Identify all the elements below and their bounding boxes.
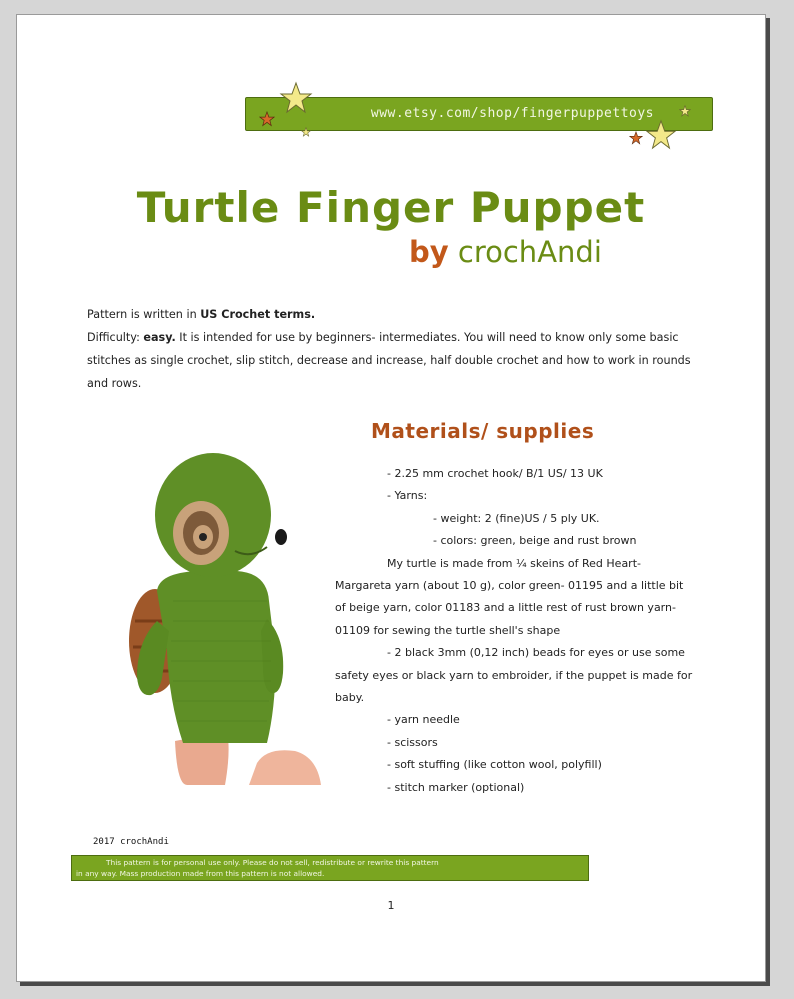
disclaimer-line: in any way. Mass production made from this pattern is not allowed. <box>76 869 325 878</box>
list-item: - colors: green, beige and rust brown <box>433 534 637 548</box>
intro-line-terms: Pattern is written in US Crochet terms. <box>87 308 316 321</box>
disclaimer-banner <box>71 855 589 881</box>
crochet-terms: US Crochet terms. <box>200 308 316 321</box>
list-item: - yarn needle <box>387 713 460 727</box>
materials-list <box>335 463 695 799</box>
shop-url: www.etsy.com/shop/fingerpuppettoys <box>370 106 654 121</box>
turtle-puppet-photo <box>117 451 327 785</box>
shop-banner <box>245 97 713 131</box>
page-number: 1 <box>387 899 395 912</box>
star-icon <box>629 131 643 145</box>
intro-difficulty: Difficulty: easy. It is intended for use by beginners- intermediates. You will need to know only some basic stitches as single crochet, slip stitch, decrease and increase, half double crochet and how to work in rounds and rows. <box>87 331 691 390</box>
list-item: - 2 black 3mm (0,12 inch) beads for eyes or use some safety eyes or black yarn to embroider, if the puppet is made for baby. <box>335 646 693 705</box>
byline <box>409 235 602 269</box>
difficulty-level: easy. <box>143 331 176 344</box>
byline-author: crochAndi <box>457 235 602 269</box>
page-title: Turtle Finger Puppet <box>136 183 646 232</box>
document-page <box>16 14 766 982</box>
disclaimer-line: This pattern is for personal use only. Please do not sell, redistribute or rewrite this pattern <box>106 858 439 867</box>
list-item: - scissors <box>387 735 438 749</box>
star-icon <box>259 111 275 127</box>
star-icon <box>679 105 691 117</box>
list-item: - Yarns: <box>387 489 428 503</box>
intro-text <box>87 303 697 395</box>
copyright: 2017 crochAndi <box>93 837 169 847</box>
star-icon <box>279 81 313 115</box>
star-icon <box>645 119 677 151</box>
materials-heading: Materials/ supplies <box>371 419 595 443</box>
yarn-note: My turtle is made from ¼ skeins of Red Heart- Margareta yarn (about 10 g), color green- 01195 and a little bit of beige yarn, color 01183 and a little rest of rust brown yarn- 01109 for sewing the turtle shell's shape <box>335 556 684 637</box>
list-item: - 2.25 mm crochet hook/ B/1 US/ 13 UK <box>387 467 603 480</box>
star-icon <box>301 127 311 137</box>
list-item: - soft stuffing (like cotton wool, polyfill) <box>387 758 602 772</box>
list-item: - weight: 2 (fine)US / 5 ply UK. <box>433 511 600 525</box>
byline-by: by <box>409 235 449 269</box>
list-item: - stitch marker (optional) <box>387 780 525 794</box>
